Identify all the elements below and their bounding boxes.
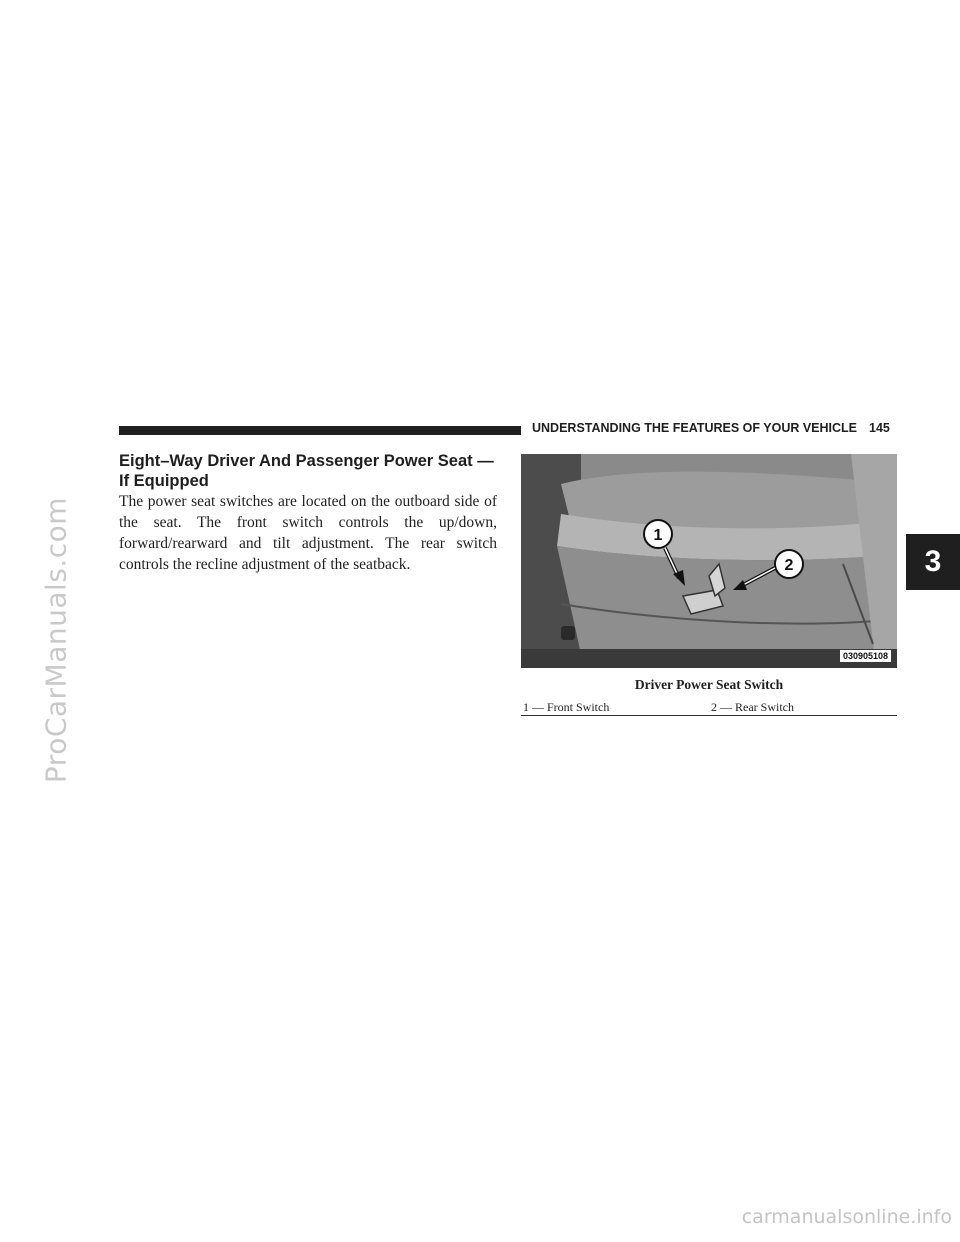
figure-id: 030905108 [840,650,891,662]
body-paragraph: The power seat switches are located on the outboard side of the seat. The front switch controls the up/down, forward/rearward and tilt adjustment. The rear switch controls the recline adjustment of the seatback. [119,493,497,573]
callout-1: 1 [653,527,663,544]
bottom-watermark: carmanualsonline.info [741,1206,952,1228]
chapter-tab: 3 [906,534,960,590]
side-watermark: ProCarManuals.com [39,496,73,784]
legend-item-rear-switch: 2 — Rear Switch [711,700,794,714]
header-rule [119,426,521,435]
running-header [532,421,890,435]
legend-item-front-switch: 1 — Front Switch [523,700,610,714]
header-section-title: UNDERSTANDING THE FEATURES OF YOUR VEHICLE [532,421,858,435]
section-heading: Eight–Way Driver And Passenger Power Seat — If Equipped [119,452,494,490]
seat-switch-figure [521,454,897,668]
figure-caption: Driver Power Seat Switch [634,677,784,692]
page-number: 145 [869,421,890,435]
figure-legend [521,699,897,716]
callout-2: 2 [784,557,794,574]
seat-illustration [521,454,897,668]
